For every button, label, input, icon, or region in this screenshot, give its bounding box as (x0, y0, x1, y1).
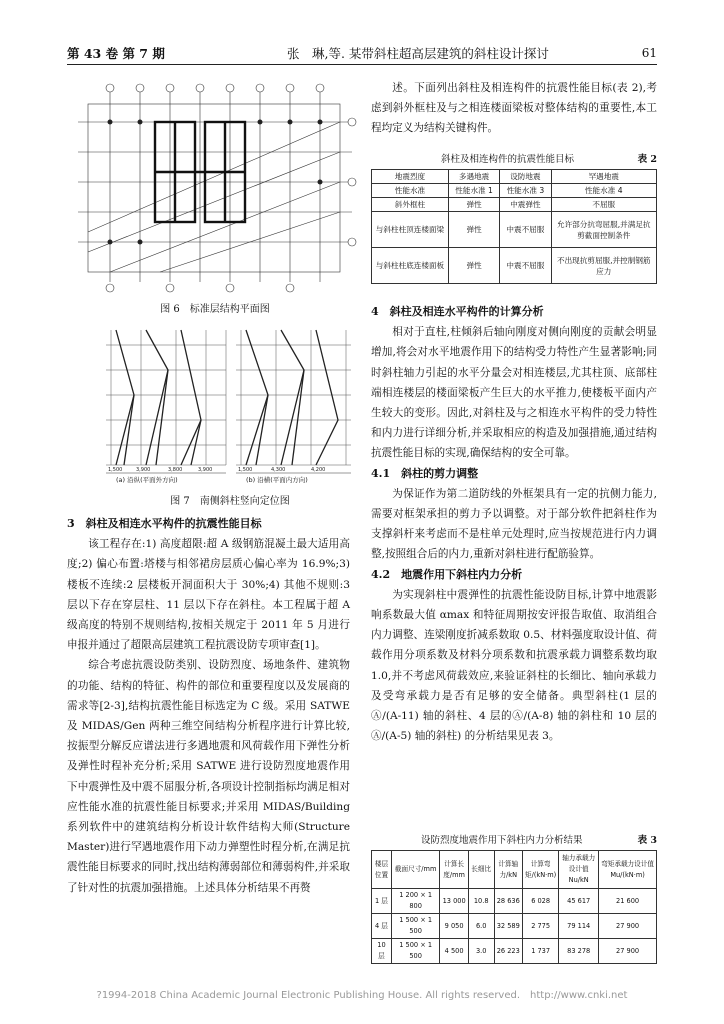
section-3-paragraph-1: 该工程存在:1) 高度超限:超 A 级钢筋混凝土最大适用高度;2) 偏心布置:塔楼与相邻裙房层质心偏心率为 16.9%;3) 楼板不连续:2 层楼板开洞面积大于 30%;4) 其他不规则:3 层以下存在穿层柱、11 层以下存在斜柱。本工程属于超 A 级高度的特别不规则结构,按相关规定于 2011 年 5 月进行申报并通过了超限高层建筑工程抗震设防专项审查[1]。 (67, 538, 350, 652)
section-4-1-heading: 4.1 斜柱的剪力调整 (371, 466, 479, 480)
fig7-sub-a: (a) 沿纵(平面外方向) (116, 476, 178, 484)
fig7-sub-b: (b) 沿横(平面内方向) (246, 476, 308, 484)
table-row: 与斜柱柱底连楼面板 弹性 中震不屈服 不出现抗剪屈服,并控制钢筋应力 (372, 248, 657, 284)
dim-a-3: 3,800 (168, 467, 183, 473)
table-3-title: 设防烈度地震作用下斜柱内力分析结果 (421, 835, 583, 846)
dim-b-3: 4,200 (311, 467, 326, 473)
journal-issue: 第 43 卷 第 7 期 (67, 46, 165, 61)
table-row: 与斜柱柱顶连楼面梁 弹性 中震不屈服 允许部分抗弯屈服,并满足抗剪截面控制条件 (372, 212, 657, 248)
dim-b-2: 4,300 (271, 467, 286, 473)
page-number: 61 (641, 46, 657, 60)
table-row: 地震烈度 多遇地震 设防地震 罕遇地震 (372, 170, 657, 184)
figure-6-caption: 图 6 标准层结构平面图 (160, 304, 270, 315)
section-4-1-paragraph: 为保证作为第二道防线的外框架具有一定的抗侧力能力,需要对框架承担的剪力予以调整。对于部分软件把斜柱作为支撑斜杆来考虑而不是柱单元处理时,应当按规范进行内力调整,按照组合后的内力,重新对斜柱进行配筋验算。 (371, 487, 657, 561)
table-header-row: 楼层位置 截面尺寸/mm 计算长度/mm 长细比 计算轴力/kN 计算弯矩/(kN·m) 轴力承载力设计值 Nu/kN 弯矩承载力设计值 Mu/(kN·m) (372, 851, 657, 889)
figure-7-elevations (106, 325, 356, 485)
left-column (67, 514, 350, 898)
section-3-paragraph-2: 综合考虑抗震设防类别、设防烈度、场地条件、建筑物的功能、结构的特征、构件的部位和重要程度以及发展商的需求等[2-3],结构抗震性能目标选定为 C 级。采用 SATWE 及 MIDAS/Gen 两种三维空间结构分析程序进行计算比较,按振型分解反应谱法进行多遇地震和风荷载作用下弹性分析及弹性时程补充分析;采用 SATWE 进行设防烈度地震作用下中震弹性及中震不屈服分析,各项设计控制指标均满足相对应性能水准的抗震性能目标要求;并采用 MIDAS/Building 系列软件中的建筑结构分析设计软件结构大师(Structure Master)进行罕遇地震作用下动力弹塑性时程分析,在满足抗震性能目标要求的同时,找出结构薄弱部位和薄弱构件,并采取了针对性的抗震加强措施。上述具体分析结果不再赘 (67, 659, 350, 894)
dim-a-1: 1,500 (108, 467, 123, 473)
section-4-heading: 4 斜柱及相连水平构件的计算分析 (371, 305, 544, 318)
dim-a-4: 3,900 (198, 467, 213, 473)
section-4-2-paragraph: 为实现斜柱中震弹性的抗震性能设防目标,计算中地震影响系数最大值 αmax 和特征周期按安评报告取值、取消组合内力调整、连梁刚度折减系数取 0.5、材料强度取设计值、荷载作用分项系数及材料分项系数和抗震承载力调整系数均取 1.0,并不考虑风荷载效应,来验证斜柱的长细比、轴向承载力及受弯承载力是否有足够的安全储备。典型斜柱(1 层的Ⓐ/(A-11) 轴的斜柱、4 层的Ⓐ/(A-8) 轴的斜柱和 10 层的Ⓐ/(A-5) 轴的斜柱) 的分析结果见表 3。 (371, 588, 657, 743)
section-4-2-heading: 4.2 地震作用下斜柱内力分析 (371, 567, 523, 581)
right-column-top (371, 78, 657, 139)
running-header (67, 42, 657, 64)
right-column-section-4 (371, 302, 657, 746)
header-rule (67, 64, 657, 65)
table-row: 10 层 1 500 × 1 500 4 500 3.0 26 223 1 737 83 278 27 900 (372, 939, 657, 964)
table-row: 性能水准 性能水准 1 性能水准 3 性能水准 4 (372, 184, 657, 198)
table-3 (371, 850, 657, 964)
table-row: 斜外框柱 弹性 中震弹性 不屈服 (372, 198, 657, 212)
table-2-number: 表 2 (637, 154, 657, 165)
figure-7-caption: 图 7 南侧斜柱竖向定位图 (170, 496, 290, 507)
dim-b-1: 1,500 (238, 467, 253, 473)
table-row: 1 层 1 200 × 1 800 13 000 10.8 28 636 6 028 45 617 21 600 (372, 889, 657, 914)
table-2 (371, 169, 657, 284)
section-4-paragraph: 相对于直柱,柱倾斜后轴向刚度对侧向刚度的贡献会明显增加,将会对水平地震作用下的结构受力特性产生显著影响;同时斜柱轴力引起的水平分量会对相连楼层,尤其柱顶、底部柱端相连楼层的楼面梁板产生巨大的水平推力,使楼板平面内产生较大的变形。因此,对斜柱及与之相连水平构件的受力特性和内力进行详细分析,并采取相应的构造及加强措施,通过结构抗震性能目标的实现,确保结构的安全可靠。 (371, 326, 657, 460)
figure-6-floor-plan (70, 82, 360, 297)
copyright-footer: ?1994-2018 China Academic Journal Electronic Publishing House. All rights reserved. http://www.cnki.net (96, 990, 628, 1001)
right-intro-paragraph: 述。下面列出斜柱及相连构件的抗震性能目标(表 2),考虑到斜外框柱及与之相连楼面梁板对整体结构的重要性,本工程均定义为结构关键构件。 (371, 82, 657, 135)
section-3-heading: 3 斜柱及相连水平构件的抗震性能目标 (67, 517, 262, 530)
table-2-title: 斜柱及相连构件的抗震性能目标 (441, 154, 575, 165)
running-title: 张 琳,等. 某带斜柱超高层建筑的斜柱设计探讨 (287, 46, 549, 61)
dim-a-2: 3,900 (136, 467, 151, 473)
table-3-number: 表 3 (637, 835, 657, 846)
table-row: 4 层 1 500 × 1 500 9 050 6.0 32 589 2 775 79 114 27 900 (372, 914, 657, 939)
